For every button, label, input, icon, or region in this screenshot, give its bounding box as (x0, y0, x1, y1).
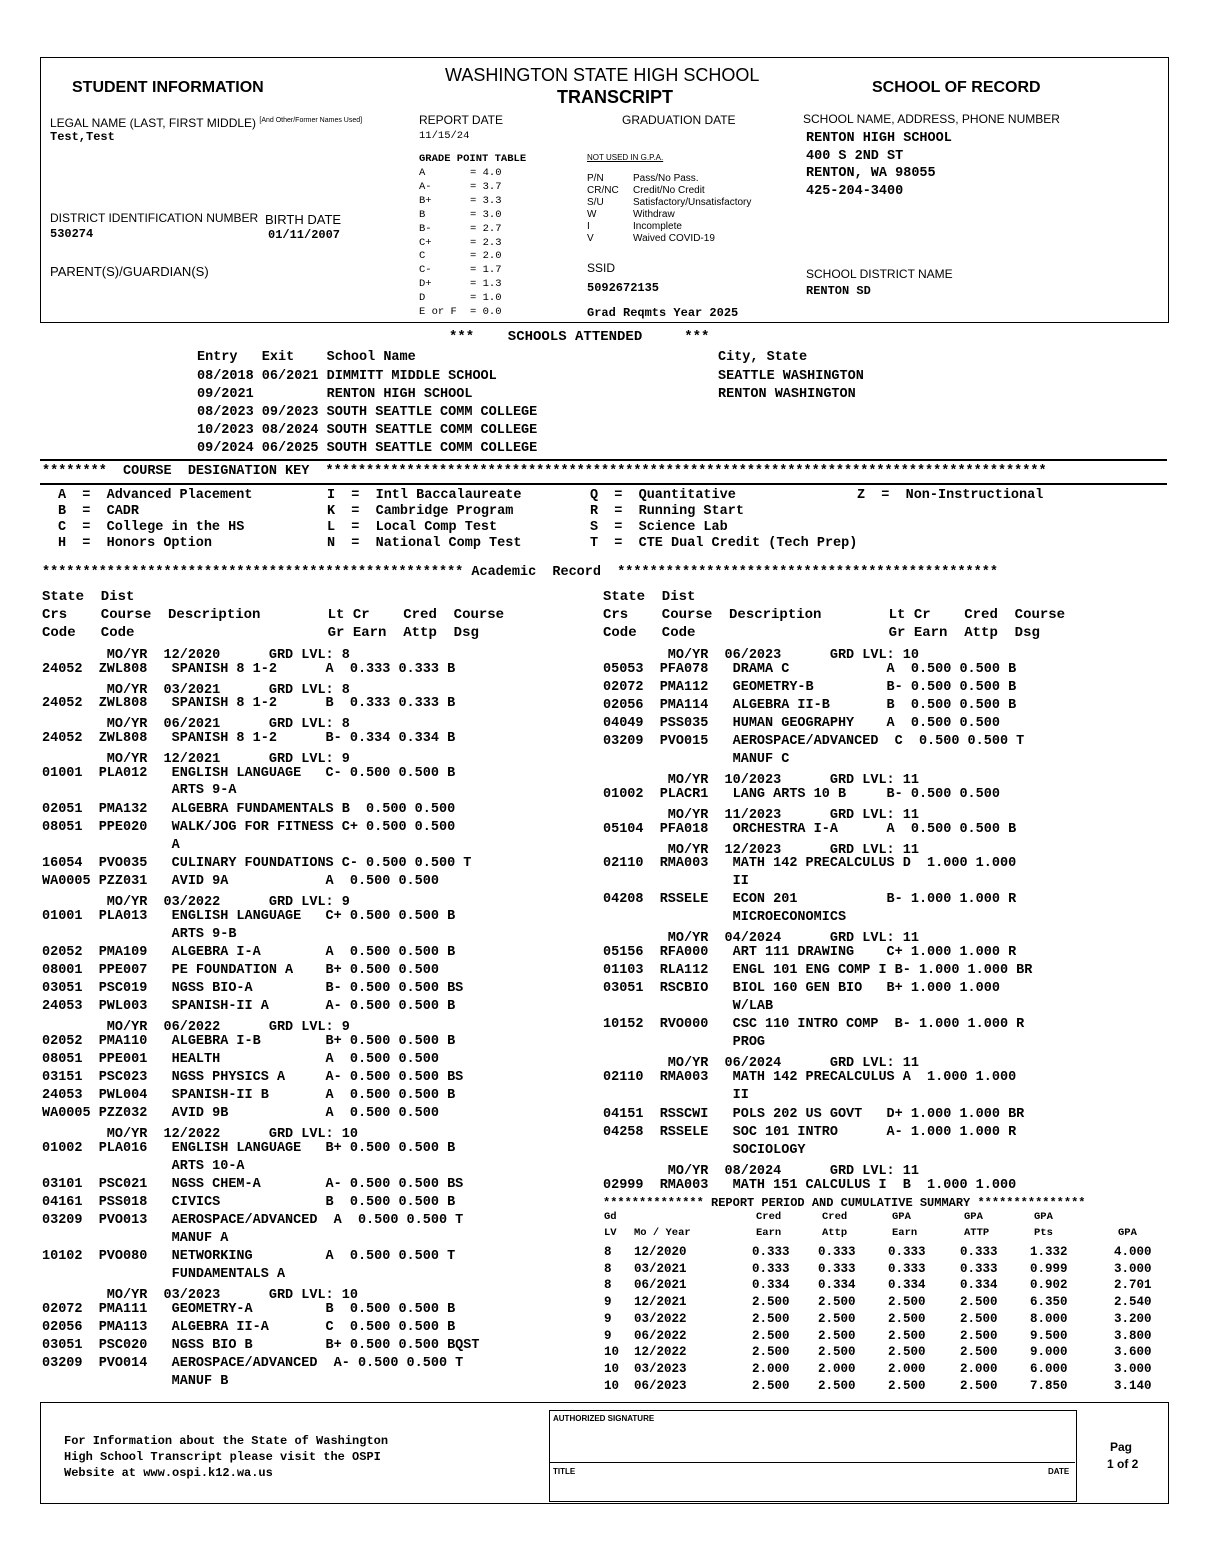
summary-cell: 0.333 (818, 1261, 856, 1276)
academic-record-title: **************************************************** Academic Record *********************************************** (42, 565, 998, 580)
signature-box (549, 1410, 1077, 1502)
summary-cell: 0.334 (752, 1278, 790, 1293)
summary-cell: 12/2020 (634, 1245, 687, 1259)
course-row: 02052 PMA109 ALGEBRA I-A A 0.500 0.500 B (42, 945, 456, 960)
summary-cell: 0.334 (960, 1278, 998, 1293)
course-row: 04049 PSS035 HUMAN GEOGRAPHY A 0.500 0.500 (603, 716, 1000, 731)
graduation-date-label: GRADUATION DATE (622, 113, 736, 127)
gp-value: = 0.0 (470, 306, 502, 318)
course-row: 24052 ZWL808 SPANISH 8 1-2 B- 0.334 0.334 B (42, 731, 456, 746)
course-row: ARTS 10-A (42, 1159, 245, 1174)
course-row: 01001 PLA012 ENGLISH LANGUAGE C- 0.500 0.500 B (42, 766, 456, 781)
summary-header: Earn (892, 1227, 918, 1239)
course-row: ARTS 9-B (42, 927, 237, 942)
not-used-code: W (587, 209, 597, 220)
gp-value: = 3.3 (470, 194, 502, 207)
summary-cell: 3.000 (1114, 1261, 1152, 1276)
course-row: 01002 PLA016 ENGLISH LANGUAGE B+ 0.500 0.500 B (42, 1141, 456, 1156)
summary-header: Cred (756, 1211, 782, 1223)
not-used-code: S/U (587, 197, 604, 208)
term-header: MO/YR 12/2020 GRD LVL: 8 (42, 648, 350, 663)
course-row: 02051 PMA132 ALGEBRA FUNDAMENTALS B 0.500 0.500 (42, 802, 456, 817)
summary-cell: 8 (604, 1278, 612, 1293)
summary-cell: 9.000 (1030, 1345, 1068, 1360)
course-row: 24053 PWL004 SPANISH-II B A 0.500 0.500 B (42, 1088, 456, 1103)
summary-cell: 2.500 (960, 1328, 998, 1343)
ssid-value: 5092672135 (587, 281, 660, 295)
grad-requirements-year: Grad Reqmts Year 2025 (587, 306, 739, 320)
birth-date: 01/11/2007 (268, 228, 341, 242)
summary-cell: 3.140 (1114, 1378, 1152, 1393)
summary-cell: 0.334 (818, 1278, 856, 1293)
summary-cell: 2.500 (888, 1328, 926, 1343)
term-header: MO/YR 06/2021 GRD LVL: 8 (42, 717, 350, 732)
school-row: 08/2018 06/2021 DIMMITT MIDDLE SCHOOL (197, 369, 497, 384)
term-header: MO/YR 03/2021 GRD LVL: 8 (42, 683, 350, 698)
col-header-right: Code Code Gr Earn Attp Dsg (603, 625, 1040, 641)
district-name: RENTON SD (806, 284, 871, 298)
summary-cell: 2.500 (888, 1311, 926, 1326)
summary-cell: 3.000 (1114, 1361, 1152, 1376)
school-row: 09/2024 06/2025 SOUTH SEATTLE COMM COLLEGE (197, 441, 538, 456)
course-row: 08051 PPE001 HEALTH A 0.500 0.500 (42, 1052, 439, 1067)
summary-cell: 2.500 (960, 1311, 998, 1326)
summary-header: Attp (822, 1227, 848, 1239)
course-row: 05053 PFA078 DRAMA C A 0.500 0.500 B (603, 662, 1017, 677)
page-label: Pag (1110, 1440, 1133, 1454)
course-row: WA0005 PZZ032 AVID 9B A 0.500 0.500 (42, 1106, 439, 1121)
summary-cell: 8.000 (1030, 1311, 1068, 1326)
summary-cell: 2.500 (752, 1295, 790, 1310)
not-used-desc: Credit/No Credit (633, 185, 705, 196)
summary-cell: 2.500 (752, 1378, 790, 1393)
summary-cell: 9 (604, 1295, 612, 1310)
school-block-label: SCHOOL NAME, ADDRESS, PHONE NUMBER (803, 112, 1060, 126)
course-row: 02056 PMA114 ALGEBRA II-B B 0.500 0.500 B (603, 698, 1017, 713)
course-row: 04151 RSSCWI POLS 202 US GOVT D+ 1.000 1.000 BR (603, 1107, 1025, 1122)
gp-value: = 3.7 (470, 180, 502, 193)
course-row: II (603, 1088, 749, 1103)
school-row: 09/2021 RENTON HIGH SCHOOL (197, 387, 473, 402)
summary-header: LV (604, 1227, 617, 1239)
course-key-entry: I = Intl Baccalaureate (327, 488, 522, 503)
course-row: 02110 RMA003 MATH 142 PRECALCULUS A 1.000 1.000 (603, 1070, 1017, 1085)
course-row: 05156 RFA000 ART 111 DRAWING C+ 1.000 1.000 R (603, 945, 1017, 960)
summary-cell: 8 (604, 1245, 612, 1259)
summary-cell: 10 (604, 1345, 620, 1360)
birth-date-label: BIRTH DATE (265, 212, 342, 227)
course-key-entry: Q = Quantitative (590, 488, 736, 503)
not-used-code: P/N (587, 173, 604, 184)
summary-cell: 0.333 (960, 1261, 998, 1276)
summary-cell: 06/2022 (634, 1328, 687, 1343)
summary-cell: 3.600 (1114, 1345, 1152, 1360)
gp-value: = 3.0 (470, 208, 502, 221)
course-key-entry: C = College in the HS (58, 520, 245, 535)
term-header: MO/YR 08/2024 GRD LVL: 11 (603, 1164, 919, 1179)
footer-info-line3: Website at www.ospi.k12.wa.us (64, 1466, 273, 1480)
course-key-entry: Z = Non-Instructional (857, 488, 1044, 503)
term-header: MO/YR 03/2022 GRD LVL: 9 (42, 895, 350, 910)
summary-cell: 0.333 (752, 1245, 790, 1259)
summary-cell: 0.333 (752, 1261, 790, 1276)
summary-cell: 2.500 (960, 1295, 998, 1310)
course-row: 04208 RSSELE ECON 201 B- 1.000 1.000 R (603, 892, 1017, 907)
summary-cell: 0.333 (888, 1245, 926, 1259)
summary-title: ************** REPORT PERIOD AND CUMULATIVE SUMMARY *************** (603, 1196, 1086, 1210)
gp-value: = 1.3 (470, 278, 502, 291)
course-key-entry: K = Cambridge Program (327, 504, 514, 519)
summary-cell: 9.500 (1030, 1328, 1068, 1343)
report-date-label: REPORT DATE (419, 113, 504, 127)
key-bottom-rule (40, 483, 1167, 485)
ssid-label: SSID (587, 261, 616, 275)
course-key-entry: B = CADR (58, 504, 140, 519)
summary-header: GPA (892, 1211, 911, 1223)
school-city-state: SEATTLE WASHINGTON (718, 369, 864, 384)
signature-divider (549, 1462, 1075, 1463)
school-phone: 425-204-3400 (806, 184, 904, 199)
col-header-left: State Dist (42, 589, 135, 605)
not-used-desc: Incomplete (633, 221, 682, 232)
authorized-signature-label: AUTHORIZED SIGNATURE (553, 1414, 655, 1423)
term-header: MO/YR 12/2021 GRD LVL: 9 (42, 752, 350, 767)
schools-header-right: City, State (718, 350, 808, 365)
course-row: MANUF C (603, 752, 790, 767)
term-header: MO/YR 11/2023 GRD LVL: 11 (603, 808, 919, 823)
course-row: 16054 PVO035 CULINARY FOUNDATIONS C- 0.500 0.500 T (42, 856, 472, 871)
col-header-left: Crs Course Description Lt Cr Cred Course (42, 607, 505, 623)
gp-grade: B- (419, 222, 432, 235)
term-header: MO/YR 06/2022 GRD LVL: 9 (42, 1020, 350, 1035)
course-row: MANUF A (42, 1231, 229, 1246)
gp-value: = 2.3 (470, 236, 502, 249)
transcript-title: WASHINGTON STATE HIGH SCHOOL (445, 65, 760, 85)
summary-cell: 2.500 (888, 1295, 926, 1310)
course-row: 03209 PVO015 AEROSPACE/ADVANCED C 0.500 0.500 T (603, 734, 1025, 749)
summary-cell: 12/2021 (634, 1295, 687, 1310)
transcript-subtitle: TRANSCRIPT (557, 87, 673, 107)
gp-grade: C- (419, 264, 432, 277)
summary-cell: 0.333 (818, 1245, 856, 1259)
course-key-entry: L = Local Comp Test (327, 520, 498, 535)
gp-grade: A (419, 167, 426, 179)
summary-cell: 1.332 (1030, 1245, 1068, 1259)
legal-name: Test,Test (50, 130, 115, 144)
summary-cell: 2.500 (818, 1311, 856, 1326)
col-header-right: State Dist (603, 589, 696, 605)
summary-cell: 2.500 (818, 1295, 856, 1310)
course-row: 08051 PPE020 WALK/JOG FOR FITNESS C+ 0.500 0.500 (42, 820, 456, 835)
course-row: SOCIOLOGY (603, 1143, 806, 1158)
school-address-line2: RENTON, WA 98055 (806, 166, 936, 181)
summary-cell: 2.500 (752, 1345, 790, 1360)
course-row: 04161 PSS018 CIVICS B 0.500 0.500 B (42, 1195, 456, 1210)
parent-guardian-label: PARENT(S)/GUARDIAN(S) (50, 264, 209, 279)
summary-cell: 2.701 (1114, 1278, 1152, 1293)
course-key-entry: S = Science Lab (590, 520, 728, 535)
gp-grade: E or F (419, 306, 457, 318)
summary-header: Cred (822, 1211, 848, 1223)
course-row: 01001 PLA013 ENGLISH LANGUAGE C+ 0.500 0.500 B (42, 909, 456, 924)
gp-grade: C+ (419, 236, 432, 249)
course-row: 02052 PMA110 ALGEBRA I-B B+ 0.500 0.500 B (42, 1034, 456, 1049)
gp-value: = 1.7 (470, 264, 502, 277)
school-city-state: RENTON WASHINGTON (718, 387, 856, 402)
school-row: 08/2023 09/2023 SOUTH SEATTLE COMM COLLEGE (197, 405, 538, 420)
course-key-entry: T = CTE Dual Credit (Tech Prep) (590, 536, 858, 551)
summary-cell: 2.000 (960, 1361, 998, 1376)
gp-value: = 1.0 (470, 292, 502, 305)
not-used-desc: Pass/No Pass. (633, 173, 699, 184)
summary-cell: 10 (604, 1378, 620, 1393)
summary-cell: 03/2022 (634, 1311, 687, 1326)
gp-table-title: GRADE POINT TABLE (419, 153, 527, 165)
schools-attended-title: *** SCHOOLS ATTENDED *** (449, 329, 710, 345)
summary-header: GPA (1118, 1227, 1137, 1239)
course-row: 03051 RSCBIO BIOL 160 GEN BIO B+ 1.000 1.000 (603, 981, 1000, 996)
title-label: TITLE (553, 1467, 576, 1476)
term-header: MO/YR 04/2024 GRD LVL: 11 (603, 931, 919, 946)
summary-cell: 2.000 (818, 1361, 856, 1376)
course-row: 02072 PMA112 GEOMETRY-B B- 0.500 0.500 B (603, 680, 1017, 695)
summary-cell: 9 (604, 1328, 612, 1343)
course-row: 08001 PPE007 PE FOUNDATION A B+ 0.500 0.500 (42, 963, 439, 978)
summary-cell: 2.500 (752, 1311, 790, 1326)
footer-info-line1: For Information about the State of Washington (64, 1434, 389, 1448)
summary-cell: 2.500 (960, 1345, 998, 1360)
term-header: MO/YR 12/2023 GRD LVL: 11 (603, 843, 919, 858)
summary-cell: 06/2021 (634, 1278, 687, 1293)
summary-cell: 3.200 (1114, 1311, 1152, 1326)
legal-name-label: LEGAL NAME (LAST, FIRST MIDDLE) [And Other/Former Names Used] (50, 116, 363, 130)
course-row: 03051 PSC019 NGSS BIO-A B- 0.500 0.500 BS (42, 981, 464, 996)
date-label: DATE (1048, 1467, 1070, 1476)
summary-cell: 2.500 (888, 1345, 926, 1360)
course-row: ARTS 9-A (42, 783, 237, 798)
district-id: 530274 (50, 227, 94, 241)
course-key-entry: N = National Comp Test (327, 536, 522, 551)
summary-cell: 7.850 (1030, 1378, 1068, 1393)
summary-header: Gd (604, 1211, 617, 1223)
term-header: MO/YR 03/2023 GRD LVL: 10 (42, 1288, 358, 1303)
term-header: MO/YR 06/2024 GRD LVL: 11 (603, 1056, 919, 1071)
course-row: 24053 PWL003 SPANISH-II A A- 0.500 0.500 B (42, 999, 456, 1014)
gp-grade: D (419, 292, 426, 305)
course-row: 05104 PFA018 ORCHESTRA I-A A 0.500 0.500 B (603, 822, 1017, 837)
course-key-entry: H = Honors Option (58, 536, 212, 551)
course-row: W/LAB (603, 999, 774, 1014)
course-row: 03051 PSC020 NGSS BIO B B+ 0.500 0.500 BQST (42, 1338, 480, 1353)
summary-cell: 0.999 (1030, 1261, 1068, 1276)
summary-header: Mo / Year (634, 1227, 691, 1239)
summary-cell: 2.500 (818, 1345, 856, 1360)
student-info-heading: STUDENT INFORMATION (72, 79, 264, 96)
course-row: WA0005 PZZ031 AVID 9A A 0.500 0.500 (42, 874, 439, 889)
summary-cell: 2.500 (752, 1328, 790, 1343)
course-row: II (603, 874, 749, 889)
summary-cell: 0.333 (888, 1261, 926, 1276)
summary-cell: 0.334 (888, 1278, 926, 1293)
course-row: 02056 PMA113 ALGEBRA II-A C 0.500 0.500 B (42, 1320, 456, 1335)
schools-header-left: Entry Exit School Name (197, 350, 416, 365)
gp-grade: D+ (419, 278, 432, 291)
course-row: 03209 PVO013 AEROSPACE/ADVANCED A 0.500 0.500 T (42, 1213, 464, 1228)
summary-cell: 03/2023 (634, 1361, 687, 1376)
gp-value: = 2.7 (470, 222, 502, 235)
term-header: MO/YR 12/2022 GRD LVL: 10 (42, 1127, 358, 1142)
summary-header: Pts (1034, 1227, 1053, 1239)
summary-cell: 2.000 (752, 1361, 790, 1376)
summary-cell: 6.000 (1030, 1361, 1068, 1376)
course-row: 01103 RLA112 ENGL 101 ENG COMP I B- 1.000 1.000 BR (603, 963, 1033, 978)
district-id-label: DISTRICT IDENTIFICATION NUMBER (50, 211, 259, 225)
summary-cell: 2.500 (960, 1378, 998, 1393)
school-of-record-heading: SCHOOL OF RECORD (872, 79, 1041, 96)
term-header: MO/YR 06/2023 GRD LVL: 10 (603, 648, 919, 663)
course-row: 02999 RMA003 MATH 151 CALCULUS I B 1.000 1.000 (603, 1178, 1017, 1193)
course-key-entry: A = Advanced Placement (58, 488, 253, 503)
not-used-desc: Withdraw (633, 209, 675, 220)
course-key-title: ******** COURSE DESIGNATION KEY ***************************************************************************************** (42, 464, 1047, 479)
course-row: A (42, 838, 180, 853)
gp-grade: C (419, 250, 426, 263)
summary-cell: 12/2022 (634, 1345, 687, 1360)
course-row: 03101 PSC021 NGSS CHEM-A A- 0.500 0.500 BS (42, 1177, 464, 1192)
summary-header: ATTP (964, 1227, 990, 1239)
course-row: 03151 PSC023 NGSS PHYSICS A A- 0.500 0.500 BS (42, 1070, 464, 1085)
summary-cell: 2.500 (888, 1378, 926, 1393)
page-number: 1 of 2 (1107, 1457, 1139, 1471)
course-row: MICROECONOMICS (603, 910, 847, 925)
summary-cell: 10 (604, 1361, 620, 1376)
summary-cell: 0.333 (960, 1245, 998, 1259)
course-key-entry: R = Running Start (590, 504, 744, 519)
course-row: 04258 RSSELE SOC 101 INTRO A- 1.000 1.000 R (603, 1125, 1017, 1140)
summary-cell: 2.540 (1114, 1295, 1152, 1310)
gp-value: = 2.0 (470, 250, 502, 263)
summary-cell: 4.000 (1114, 1245, 1152, 1259)
course-row: 02072 PMA111 GEOMETRY-A B 0.500 0.500 B (42, 1302, 456, 1317)
course-row: FUNDAMENTALS A (42, 1267, 286, 1282)
summary-cell: 3.800 (1114, 1328, 1152, 1343)
course-row: 24052 ZWL808 SPANISH 8 1-2 B 0.333 0.333 B (42, 696, 456, 711)
course-row: 10102 PVO080 NETWORKING A 0.500 0.500 T (42, 1249, 456, 1264)
summary-cell: 2.500 (818, 1328, 856, 1343)
school-row: 10/2023 08/2024 SOUTH SEATTLE COMM COLLEGE (197, 423, 538, 438)
course-row: 24052 ZWL808 SPANISH 8 1-2 A 0.333 0.333 B (42, 662, 456, 677)
col-header-left: Code Code Gr Earn Attp Dsg (42, 625, 479, 641)
summary-header: GPA (964, 1211, 983, 1223)
not-used-desc: Waived COVID-19 (633, 233, 715, 244)
course-row: 02110 RMA003 MATH 142 PRECALCULUS D 1.000 1.000 (603, 856, 1017, 871)
col-header-right: Crs Course Description Lt Cr Cred Course (603, 607, 1066, 623)
footer-info-line2: High School Transcript please visit the OSPI (64, 1450, 381, 1464)
not-used-code: I (587, 221, 590, 232)
summary-cell: 2.500 (818, 1378, 856, 1393)
summary-cell: 0.902 (1030, 1278, 1068, 1293)
gp-grade: B+ (419, 194, 432, 207)
summary-cell: 03/2021 (634, 1261, 687, 1276)
course-row: 10152 RVO000 CSC 110 INTRO COMP B- 1.000 1.000 R (603, 1017, 1025, 1032)
school-address-line1: 400 S 2ND ST (806, 149, 904, 164)
not-used-desc: Satisfactory/Unsatisfactory (633, 197, 752, 208)
key-top-rule (40, 459, 1167, 461)
term-header: MO/YR 10/2023 GRD LVL: 11 (603, 773, 919, 788)
summary-cell: 9 (604, 1311, 612, 1326)
summary-cell: 06/2023 (634, 1378, 687, 1393)
summary-header: Earn (756, 1227, 782, 1239)
gp-grade: B (419, 208, 426, 221)
summary-header: GPA (1034, 1211, 1053, 1223)
course-row: MANUF B (42, 1374, 229, 1389)
district-name-label: SCHOOL DISTRICT NAME (806, 267, 953, 281)
gp-value: = 4.0 (470, 167, 502, 179)
not-used-code: V (587, 233, 594, 244)
not-used-title: NOT USED IN G.P.A. (587, 153, 664, 162)
summary-cell: 6.350 (1030, 1295, 1068, 1310)
summary-cell: 2.000 (888, 1361, 926, 1376)
course-row: PROG (603, 1035, 766, 1050)
report-date: 11/15/24 (419, 130, 470, 142)
course-row: 01002 PLACR1 LANG ARTS 10 B B- 0.500 0.500 (603, 787, 1000, 802)
school-name: RENTON HIGH SCHOOL (806, 131, 952, 146)
not-used-code: CR/NC (587, 185, 619, 196)
gp-grade: A- (419, 180, 432, 193)
course-row: 03209 PVO014 AEROSPACE/ADVANCED A- 0.500 0.500 T (42, 1356, 464, 1371)
summary-cell: 8 (604, 1261, 612, 1276)
